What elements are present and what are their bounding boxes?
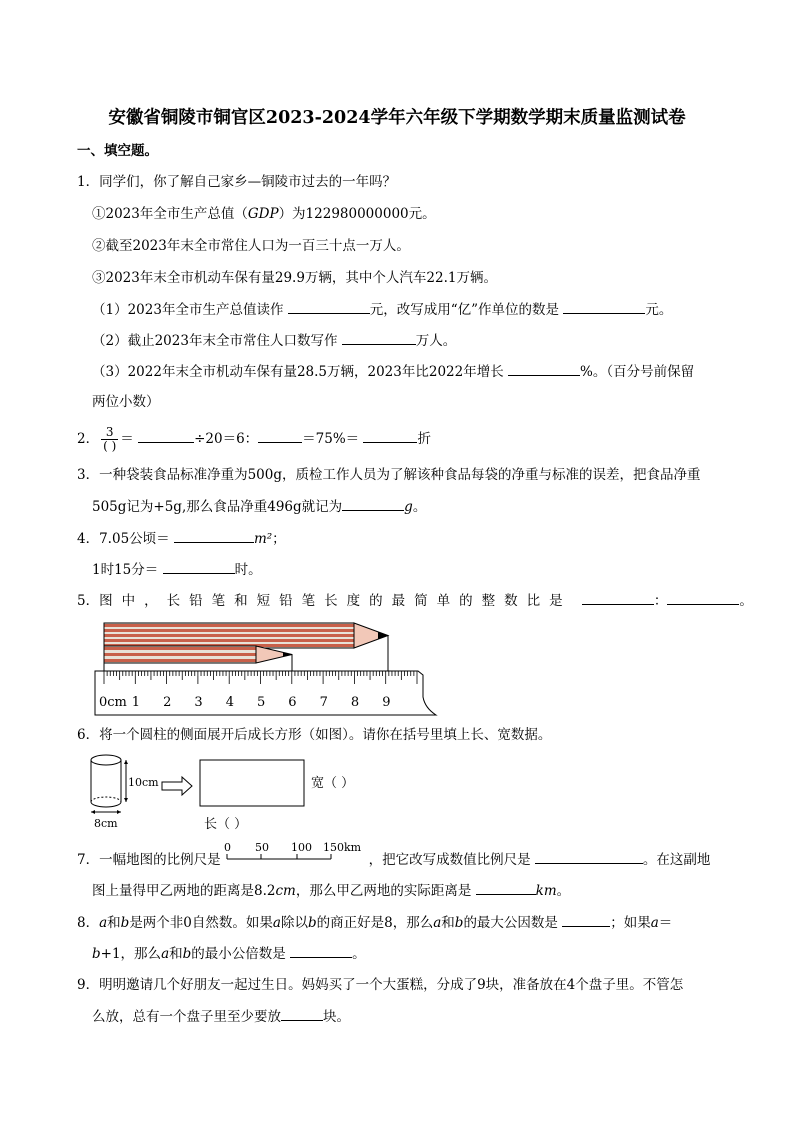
q1-sub-3	[92, 361, 694, 382]
question-text: 除以	[280, 915, 308, 931]
answer-blank[interactable]	[258, 428, 302, 443]
question-7-cont	[92, 880, 570, 901]
question-text: 。	[556, 883, 571, 899]
scale-label: 0	[223, 841, 231, 854]
q1-sub-2	[92, 330, 456, 351]
question-text: 同学们，你了解自己家乡—铜陵市过去的一年吗？	[99, 174, 397, 190]
ruler-label: 4	[225, 695, 234, 710]
cylinder-figure	[88, 752, 378, 832]
scale-bar-graphic	[221, 841, 369, 865]
question-8	[77, 912, 672, 933]
ruler-label: 2	[163, 695, 172, 710]
question-text: 和	[107, 915, 121, 931]
ruler-label: 9	[382, 695, 391, 710]
ruler-label: 6	[288, 695, 297, 710]
ruler-label: 0cm	[99, 695, 127, 710]
answer-blank[interactable]	[582, 590, 654, 605]
answer-blank[interactable]	[562, 912, 610, 927]
question-8-cont	[92, 943, 366, 964]
question-text: 时。	[234, 562, 262, 578]
sub-text: 万人。	[415, 333, 457, 349]
question-3	[77, 465, 701, 485]
question-text: 图中，长铅笔和短铅笔长度的最简单的整数比是	[99, 593, 572, 609]
question-text: 是两个非0自然数。如果	[129, 915, 273, 931]
answer-blank[interactable]	[290, 943, 352, 958]
ruler-label: 3	[194, 695, 203, 710]
height-label: 10cm	[128, 776, 159, 789]
question-9-cont	[92, 1006, 350, 1027]
variable-a: a	[272, 915, 281, 931]
variable-a: a	[161, 946, 170, 962]
question-text: 图上量得甲乙两地的距离是8.2	[92, 883, 276, 899]
question-5	[77, 590, 753, 611]
question-text: 505g记为+5g,那么食品净重496g就记为	[92, 499, 343, 515]
sub-text: 元，改写成用“亿”作单位的数是	[369, 302, 560, 318]
q1-info-3: ③2023年末全市机动车保有量29.9万辆，其中个人汽车22.1万辆。	[92, 270, 497, 286]
question-text: ；如果	[610, 915, 651, 931]
variable-b: b	[182, 946, 192, 962]
question-text: 一幅地图的比例尺是	[99, 852, 221, 868]
scale-label: 100	[290, 841, 312, 854]
sub-text: 元。	[645, 302, 673, 318]
question-text: 的最大公因数是	[463, 915, 558, 931]
question-4-cont	[92, 559, 262, 580]
question-text: +1，那么	[100, 946, 162, 962]
ruler-label: 8	[350, 695, 360, 710]
sub-text: （2）截止2023年末全市常住人口数写作	[92, 333, 338, 349]
unfolded-rectangle	[200, 760, 304, 806]
answer-blank[interactable]	[508, 361, 580, 376]
variable-b: b	[307, 915, 317, 931]
sub-text: （1）2023年全市生产总值读作	[92, 302, 284, 318]
answer-blank[interactable]	[563, 299, 645, 314]
unit-text: g	[404, 499, 413, 515]
diameter-label: 8cm	[94, 817, 118, 830]
q1-sub-1	[92, 299, 672, 320]
question-9	[77, 975, 683, 995]
question-number: 1．	[77, 174, 100, 190]
gdp-text: GDP	[247, 206, 279, 222]
unit-text: m²	[253, 531, 273, 547]
question-number: 6．	[77, 727, 100, 743]
unit-text: km	[535, 883, 557, 899]
question-text: 将一个圆柱的侧面展开后成长方形（如图）。请你在括号里填上长、宽数据。	[99, 727, 552, 743]
question-text: 的商正好是8，那么	[316, 915, 434, 931]
question-text: 。在这副地	[642, 852, 711, 868]
scale-bar	[221, 841, 369, 869]
variable-a: a	[650, 915, 659, 931]
question-number: 3．	[77, 467, 100, 483]
ruler-label: 1	[131, 695, 141, 710]
ruler-label: 5	[257, 695, 266, 710]
page-title: 安徽省铜陵市铜官区2023-2024学年六年级下学期数学期末质量监测试卷	[108, 108, 686, 128]
answer-blank[interactable]	[281, 1006, 323, 1021]
fraction-numerator: 3	[101, 426, 118, 440]
question-number: 2．	[77, 431, 100, 447]
question-1	[77, 172, 396, 192]
question-text: 明明邀请几个好朋友一起过生日。妈妈买了一个大蛋糕，分成了9块，准备放在4个盘子里。不管怎	[99, 977, 684, 993]
scale-label: 50	[254, 841, 269, 854]
arrow-icon	[162, 777, 192, 795]
question-2	[77, 426, 431, 453]
variable-b: b	[120, 915, 130, 931]
question-6	[77, 725, 551, 745]
answer-blank[interactable]	[535, 849, 643, 864]
question-number: 9．	[77, 977, 100, 993]
question-text: 么放，总有一个盘子里至少要放	[92, 1009, 281, 1025]
question-text: 和	[441, 915, 455, 931]
scale-label: 150km	[322, 841, 361, 854]
variable-b: b	[92, 946, 101, 962]
q2-text: 折	[417, 431, 431, 447]
answer-blank[interactable]	[174, 528, 254, 543]
question-7	[77, 841, 711, 870]
answer-blank[interactable]	[163, 559, 235, 574]
question-text: 1时15分＝	[92, 562, 159, 578]
q2-text: ÷20＝6：	[194, 431, 259, 447]
q2-text: ＝75%＝	[302, 431, 360, 447]
variable-a: a	[433, 915, 442, 931]
question-text: ；	[272, 531, 286, 547]
fraction	[101, 426, 118, 453]
colon: ：	[653, 593, 668, 609]
question-text: 块。	[323, 1009, 350, 1025]
question-4	[77, 528, 286, 549]
info-text: ）为122980000000元。	[278, 206, 436, 222]
answer-blank[interactable]	[138, 428, 194, 443]
question-text: ，那么甲乙两地的实际距离是	[295, 883, 472, 899]
long-pencil	[104, 623, 388, 648]
info-text: ①2023年全市生产总值（	[92, 206, 248, 222]
equals-sign: ＝	[120, 431, 134, 447]
q1-info-1	[92, 204, 436, 224]
unit-text: cm	[275, 883, 296, 899]
q1-info-2: ②截至2023年末全市常住人口为一百三十点一万人。	[92, 238, 410, 254]
question-number: 8．	[77, 915, 100, 931]
question-text: 的最小公倍数是	[191, 946, 286, 962]
q1-sub-3-cont: 两位小数）	[92, 394, 160, 410]
width-label: 宽（ ）	[311, 776, 355, 791]
question-text: 7.05公顷＝	[99, 531, 170, 547]
question-text: ，把它改写成数值比例尺是	[368, 852, 531, 868]
short-pencil	[104, 646, 292, 663]
question-3-cont	[92, 496, 426, 517]
question-text: 一种袋装食品标准净重为500g，质检工作人员为了解该种食品每袋的净重与标准的误差，把食品净重	[99, 467, 701, 483]
answer-blank[interactable]	[342, 496, 404, 511]
ruler-label: 7	[319, 695, 328, 710]
sub-text: %。（百分号前保留	[580, 364, 695, 380]
fraction-denominator: ( )	[103, 439, 117, 453]
question-text: 和	[169, 946, 183, 962]
sub-text: （3）2022年末全市机动车保有量28.5万辆，2023年比2022年增长	[92, 364, 504, 380]
length-label: 长（ ）	[204, 817, 248, 832]
question-text: 。	[352, 946, 366, 962]
section-heading: 一、填空题。	[77, 143, 158, 159]
question-number: 4．	[77, 531, 100, 547]
question-text: 。	[739, 593, 753, 609]
variable-b: b	[454, 915, 464, 931]
answer-blank[interactable]	[667, 590, 739, 605]
answer-blank[interactable]	[363, 428, 417, 443]
answer-blank[interactable]	[342, 330, 416, 345]
answer-blank[interactable]	[476, 880, 536, 895]
cylinder-top	[91, 755, 121, 765]
answer-blank[interactable]	[288, 299, 370, 314]
variable-a: a	[99, 915, 108, 931]
question-number: 5．	[77, 593, 100, 609]
question-text: 。	[412, 499, 427, 515]
pencil-ruler-figure	[92, 613, 444, 721]
question-number: 7．	[77, 852, 100, 868]
question-text: ＝	[658, 915, 673, 931]
